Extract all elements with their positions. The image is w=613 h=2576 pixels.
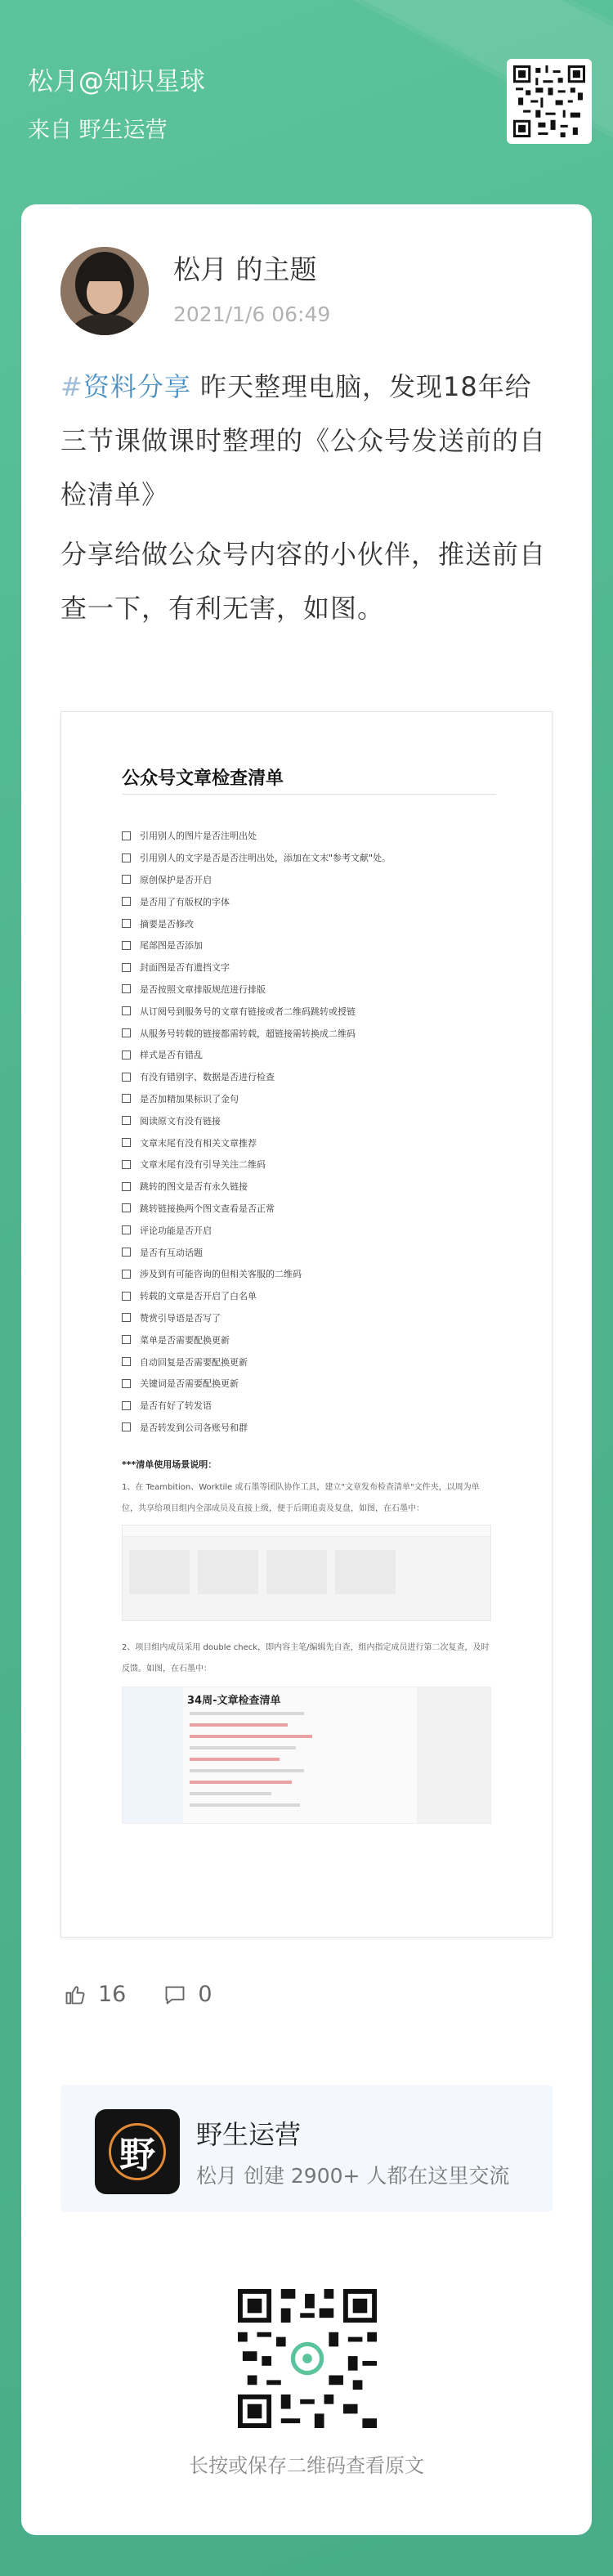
checkbox-icon [122, 1182, 131, 1191]
checklist-item-label: 原创保护是否开启 [140, 874, 212, 885]
checkbox-icon [122, 1357, 131, 1366]
post-author[interactable]: 松月 的主题 [173, 253, 317, 285]
screenshot-1-folder [335, 1550, 396, 1594]
checklist-item-label: 菜单是否需要配换更新 [140, 1334, 230, 1346]
like-button[interactable] [64, 1982, 126, 2007]
checklist-item-label: 是否用了有版权的字体 [140, 896, 230, 907]
checklist-item [122, 979, 391, 1001]
checkbox-icon [122, 1094, 131, 1103]
checklist-item-label: 从订阅号到服务号的文章有链接或者二维码跳转或授链 [140, 1006, 356, 1017]
checklist-item [122, 1241, 391, 1263]
checklist-item-label: 尾部图是否添加 [140, 940, 203, 952]
avatar[interactable] [60, 247, 149, 335]
checklist-item [122, 847, 391, 869]
checklist-item [122, 825, 391, 847]
screenshot-2-line [190, 1712, 304, 1715]
checklist-item-label: 摘要是否修改 [140, 918, 194, 930]
screenshot-2-line [190, 1781, 292, 1784]
group-desc: 松月 创建 2900+ 人都在这里交流 [196, 2164, 510, 2188]
screenshot-1-toolbar [123, 1525, 490, 1537]
checklist-item-label: 样式是否有错乱 [140, 1050, 203, 1061]
checklist-item [122, 1417, 391, 1439]
qr-code-icon [513, 65, 585, 137]
comment-icon [163, 1983, 186, 2006]
checklist-item-label: 是否按照文章排版规范进行排版 [140, 983, 266, 995]
checklist-item [122, 1044, 391, 1066]
qr-code-icon [238, 2289, 377, 2428]
checklist-item-label: 自动回复是否需要配换更新 [140, 1356, 248, 1368]
checkbox-icon [122, 897, 131, 906]
screenshot-2-line [190, 1735, 312, 1738]
post-text: 昨天整理电脑，发现18年给三节课做课时整理的《公众号发送前的自检清单》 [60, 371, 547, 510]
screenshot-2-title: 34周-文章检查清单 [187, 1695, 281, 1707]
checkbox-icon [122, 1270, 131, 1279]
doc-note-1: 1、在 Teambition、Worktile 或石墨等团队协作工具，建立"文章发布检查清单"文件夹，以周为单位，共享给项目组内全部成员及直接上级，便于后期追责及复盘，如图，在石墨中： [122, 1483, 480, 1513]
checklist-item-label: 阅读原文有没有链接 [140, 1115, 221, 1127]
checkbox-icon [122, 1225, 131, 1234]
doc-divider [122, 794, 496, 795]
checkbox-icon [122, 1379, 131, 1388]
checkbox-icon [122, 1335, 131, 1344]
checklist-item [122, 1285, 391, 1307]
checkbox-icon [122, 1248, 131, 1257]
like-count: 16 [98, 1982, 127, 2007]
checklist-item-label: 是否有互动话题 [140, 1247, 203, 1258]
screenshot-2-sidebar [123, 1687, 183, 1823]
screenshot-2-line [190, 1803, 300, 1807]
screenshot-2-line [190, 1723, 288, 1727]
checkbox-icon [122, 1422, 131, 1431]
screenshot-1-folder [198, 1550, 258, 1594]
checklist [122, 825, 391, 1438]
checklist-item [122, 1395, 391, 1417]
checklist-item [122, 1109, 391, 1131]
checklist-item-label: 评论功能是否开启 [140, 1225, 212, 1236]
checklist-item [122, 1307, 391, 1329]
checklist-item-label: 跳转链接换两个图文查看是否正常 [140, 1203, 275, 1214]
checklist-item-label: 是否转发到公司各账号和群 [140, 1422, 248, 1433]
checkbox-icon [122, 1401, 131, 1410]
checkbox-icon [122, 1313, 131, 1322]
checkbox-icon [122, 941, 131, 950]
checklist-item-label: 关键词是否需要配换更新 [140, 1378, 239, 1390]
checklist-item-label: 是否有好了转发语 [140, 1400, 212, 1412]
thumb-up-icon [64, 1983, 87, 2006]
group-name: 野生运营 [196, 2119, 302, 2150]
post-date: 2021/1/6 06:49 [173, 302, 331, 326]
footer-hint: 长按或保存二维码查看原文 [189, 2454, 424, 2477]
checklist-item [122, 869, 391, 891]
checkbox-icon [122, 1160, 131, 1169]
post-stats [64, 1982, 250, 2007]
header-title: 松月@知识星球 [28, 67, 205, 96]
bottom-qr-code-icon[interactable] [238, 2289, 377, 2428]
checkbox-icon [122, 1006, 131, 1015]
checkbox-icon [122, 1292, 131, 1301]
checklist-item [122, 912, 391, 934]
checklist-item [122, 1219, 391, 1241]
post-card [21, 204, 592, 2535]
checklist-item [122, 1154, 391, 1176]
group-card[interactable] [60, 2085, 553, 2212]
avatar-image [60, 247, 149, 335]
screenshot-2-line [190, 1769, 304, 1772]
checklist-item-label: 文章末尾有没有引导关注二维码 [140, 1159, 266, 1171]
group-logo-mark: 野 [109, 2123, 166, 2180]
checkbox-icon [122, 1203, 131, 1212]
checklist-item [122, 1351, 391, 1373]
comment-button[interactable] [163, 1982, 212, 2007]
checklist-item [122, 1066, 391, 1088]
checkbox-icon [122, 875, 131, 884]
hashtag-label: 资料分享 [83, 371, 191, 402]
screenshot-2-line [190, 1792, 271, 1795]
checklist-item-label: 是否加精加果标识了金句 [140, 1093, 239, 1104]
checkbox-icon [122, 1138, 131, 1147]
checklist-item [122, 1176, 391, 1198]
screenshot-1 [122, 1525, 491, 1621]
doc-note-2: 2、项目组内成员采用 double check，即内容主笔/编辑先自查，组内指定成员进行第二次复查，及时反馈。如图，在石墨中： [122, 1643, 490, 1673]
checkbox-icon [122, 1073, 131, 1082]
checklist-item [122, 1131, 391, 1154]
screenshot-2 [122, 1687, 491, 1824]
header-qr-code-icon[interactable] [507, 59, 592, 144]
header-subtitle: 来自 野生运营 [28, 118, 168, 143]
attached-image[interactable] [60, 711, 553, 1938]
comment-count: 0 [198, 1982, 213, 2007]
checkbox-icon [122, 1116, 131, 1125]
post-paragraph: 分享给做公众号内容的小伙伴，推送前自查一下，有利无害，如图。 [60, 539, 547, 624]
checklist-item [122, 1373, 391, 1395]
checklist-item [122, 1000, 391, 1022]
screenshot-2-line [190, 1758, 280, 1761]
checklist-item-label: 赞赏引导语是否写了 [140, 1312, 221, 1324]
checklist-item [122, 956, 391, 979]
checklist-item [122, 1328, 391, 1351]
checklist-item [122, 890, 391, 912]
checkbox-icon [122, 984, 131, 993]
screenshot-2-panel [417, 1687, 490, 1823]
header [28, 64, 205, 147]
screenshot-2-line [190, 1746, 296, 1749]
checklist-item [122, 1198, 391, 1220]
checklist-item-label: 引用别人的图片是否注明出处 [140, 831, 257, 842]
checklist-item [122, 1263, 391, 1285]
checklist-item [122, 1022, 391, 1044]
checkbox-icon [122, 831, 131, 840]
checklist-item-label: 涉及到有可能咨询的但相关客服的二维码 [140, 1269, 302, 1280]
checklist-item-label: 从服务号转载的链接都需转载，超链接需转换成二维码 [140, 1028, 356, 1039]
checkbox-icon [122, 963, 131, 972]
checklist-item-label: 转载的文章是否开启了白名单 [140, 1291, 257, 1302]
group-logo [95, 2109, 180, 2194]
checklist-item-label: 有没有错别字、数据是否进行检查 [140, 1072, 275, 1083]
checklist-item-label: 引用别人的文字是否是否注明出处，添加在文末"参考文献"处。 [140, 853, 392, 864]
checkbox-icon [122, 919, 131, 928]
doc-note-title: ***清单使用场景说明： [122, 1459, 217, 1470]
checklist-item-label: 封面图是否有遗挡文字 [140, 962, 230, 974]
checklist-item [122, 1088, 391, 1110]
checklist-item-label: 文章末尾有没有相关文章推荐 [140, 1137, 257, 1149]
screenshot-1-folder [129, 1550, 190, 1594]
screenshot-1-folder [266, 1550, 327, 1594]
checkbox-icon [122, 853, 131, 862]
hashtag-link[interactable]: #资料分享 [60, 371, 191, 402]
post-body [60, 360, 554, 522]
checkbox-icon [122, 1028, 131, 1037]
doc-title: 公众号文章检查清单 [122, 768, 284, 789]
checklist-item-label: 跳转的图文是否有永久链接 [140, 1181, 248, 1193]
checkbox-icon [122, 1051, 131, 1060]
checklist-item [122, 934, 391, 956]
